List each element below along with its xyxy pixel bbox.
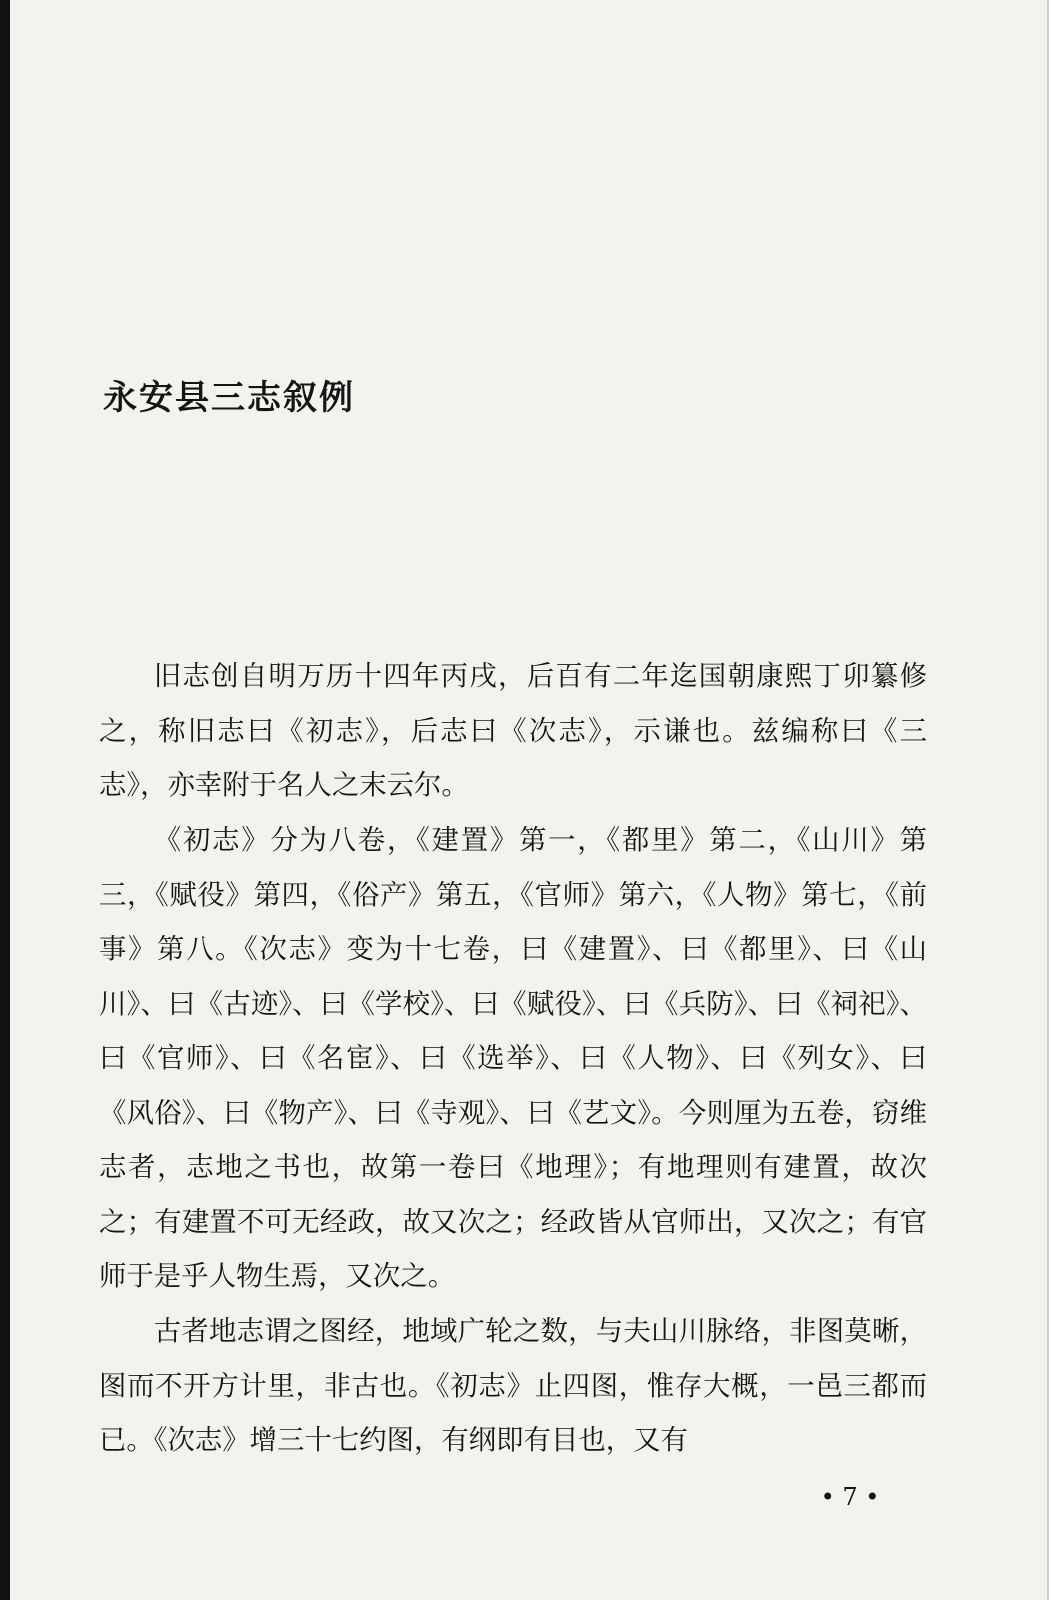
body-paragraph-2: 《初志》分为八卷，《建置》第一，《都里》第二，《山川》第三，《赋役》第四，《俗产》第五，《官师》第六，《人物》第七，《前事》第八。《次志》变为十七卷，曰《建置》、曰《都里》、曰《山川》、曰《古迹》、曰《学校》、曰《赋役》、曰《兵防》、曰《祠祀》、曰《官师》、曰《名宦》、曰《选举》、曰《人物》、曰《列女》、曰《风俗》、曰《物产》、曰《寺观》、曰《艺文》。今则厘为五卷，窃维志者，志地之书也，故第一卷曰《地理》；有地理则有建置，故次之；有建置不可无经政，故又次之；经政皆从官师出，又次之；有官师于是乎人物生焉，又次之。 [99, 825, 927, 1292]
page-title: 永安县三志叙例 [103, 378, 355, 418]
body-paragraph-1: 旧志创自明万历十四年丙戌，后百有二年迄国朝康熙丁卯纂修之，称旧志曰《初志》，后志曰《次志》，示谦也。兹编称曰《三志》，亦幸附于名人之末云尔。 [99, 661, 927, 801]
body-paragraph-3: 古者地志谓之图经，地域广轮之数，与夫山川脉络，非图莫晰，图而不开方计里，非古也。《初志》止四图，惟存大概，一邑三都而已。《次志》增三十七约图，有纲即有目也，又有 [99, 1316, 927, 1456]
page-number: • 7 • [820, 1483, 880, 1511]
page-edge-left [0, 0, 10, 1600]
